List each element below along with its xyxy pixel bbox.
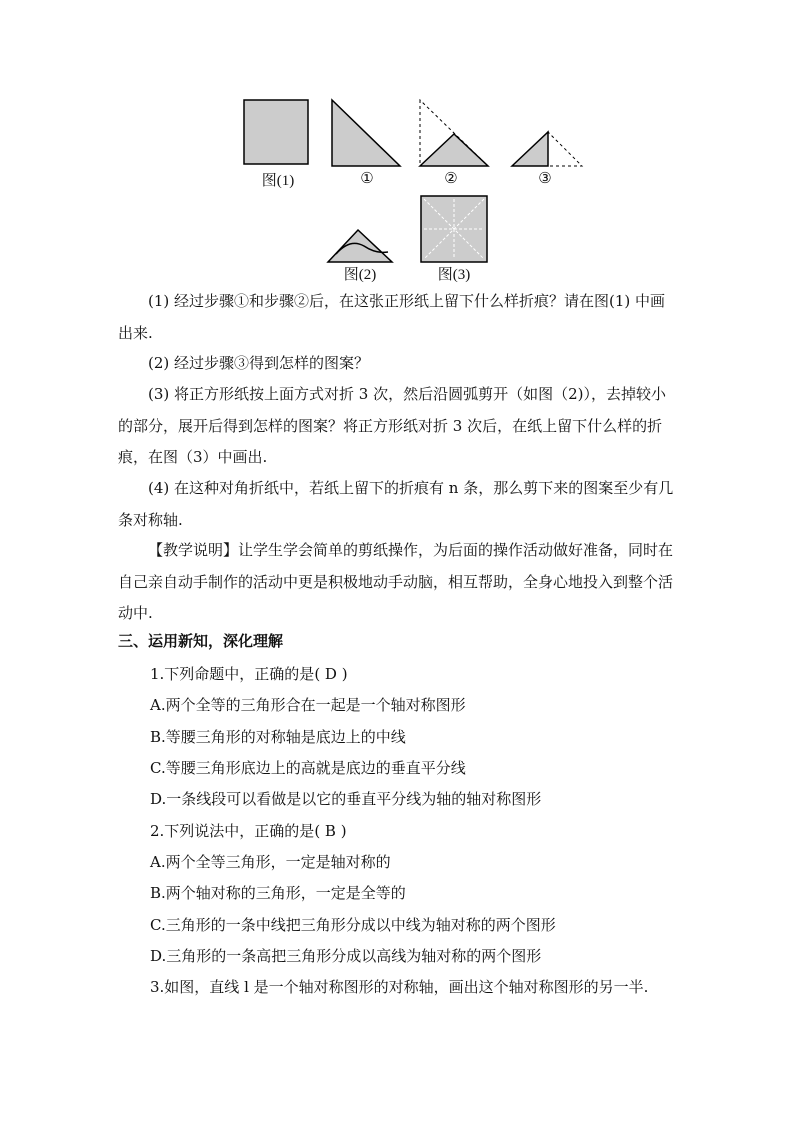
q2-stem: 2.下列说法中，正确的是( B ) bbox=[150, 822, 347, 840]
q3-stem: 3.如图，直线 l 是一个轴对称图形的对称轴，画出这个轴对称图形的另一半. bbox=[150, 978, 649, 996]
q2-option-d: D.三角形的一条高把三角形分成以高线为轴对称的两个图形 bbox=[150, 947, 542, 965]
teaching-note: 【教学说明】让学生学会简单的剪纸操作，为后面的操作活动做好准备，同时在自己亲自动手制作的活动中更是积极地动手动脑，相互帮助，全身心地投入到整个活动中. bbox=[118, 541, 674, 622]
step-2-label: ② bbox=[444, 171, 458, 187]
q1-option-d: D.一条线段可以看做是以它的垂直平分线为轴的轴对称图形 bbox=[150, 790, 542, 808]
figure-2-triangle bbox=[328, 230, 392, 262]
step-1-triangle bbox=[332, 100, 400, 166]
q1-option-a: A.两个全等的三角形合在一起是一个轴对称图形 bbox=[150, 696, 466, 714]
question-1: (1) 经过步骤①和步骤②后，在这张正形纸上留下什么样折痕？请在图(1) 中画出来. bbox=[118, 292, 666, 342]
q1-stem: 1.下列命题中，正确的是( D ) bbox=[150, 665, 348, 683]
step-1-label: ① bbox=[360, 171, 374, 187]
step-3-label: ③ bbox=[538, 171, 552, 187]
figure-1-label: 图(1) bbox=[261, 173, 295, 189]
step-2-triangle bbox=[420, 134, 488, 166]
question-4: (4) 在这种对角折纸中，若纸上留下的折痕有 n 条，那么剪下来的图案至少有几条对称轴. bbox=[118, 479, 674, 529]
question-2: (2) 经过步骤③得到怎样的图案？ bbox=[148, 354, 370, 372]
q2-option-b: B.两个轴对称的三角形，一定是全等的 bbox=[150, 884, 406, 902]
q2-option-c: C.三角形的一条中线把三角形分成以中线为轴对称的两个图形 bbox=[150, 916, 556, 934]
figure-1-square bbox=[0, 0, 794, 300]
q2-option-a: A.两个全等三角形，一定是轴对称的 bbox=[150, 853, 391, 871]
q1-option-b: B.等腰三角形的对称轴是底边上的中线 bbox=[150, 728, 406, 746]
step-3-triangle bbox=[512, 132, 548, 166]
question-3: (3) 将正方形纸按上面方式对折 3 次，然后沿圆弧剪开（如图（2)），去掉较小的部分，展开后得到怎样的图案？将正方形纸对折 3 次后，在纸上留下什么样的折痕，在图（3）中画出. bbox=[118, 385, 666, 466]
section-heading: 三、运用新知，深化理解 bbox=[118, 632, 284, 650]
q1-option-c: C.等腰三角形底边上的高就是底边的垂直平分线 bbox=[150, 759, 466, 777]
figure-2-label: 图(2) bbox=[343, 267, 377, 283]
figure-3-label: 图(3) bbox=[437, 267, 471, 283]
